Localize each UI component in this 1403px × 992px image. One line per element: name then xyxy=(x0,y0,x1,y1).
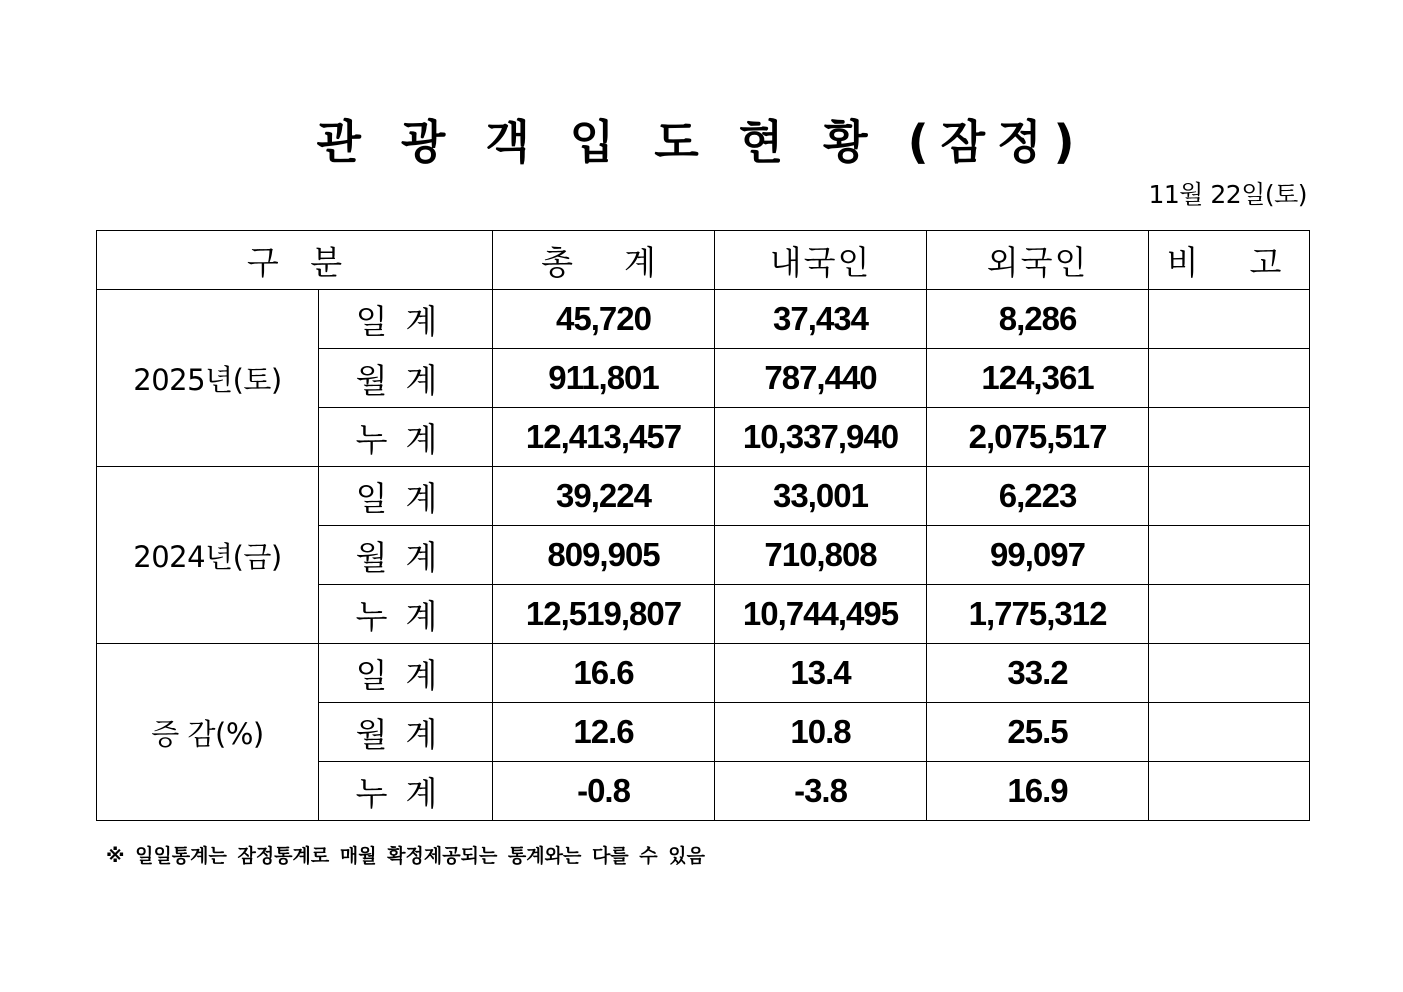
page-title: 관 광 객 입 도 현 황 (잠정) xyxy=(316,115,1087,169)
cell-remarks xyxy=(1149,762,1310,821)
row-label-daily: 일계 xyxy=(319,644,493,703)
row-label-monthly: 월계 xyxy=(319,349,493,408)
row-label-daily: 일계 xyxy=(319,290,493,349)
report-date: 11월 22일(토) xyxy=(1148,180,1307,209)
cell-foreign: 99,097 xyxy=(927,526,1149,585)
cell-domestic: 33,001 xyxy=(715,467,927,526)
row-label-cumulative: 누계 xyxy=(319,408,493,467)
cell-remarks xyxy=(1149,526,1310,585)
cell-domestic: 10,744,495 xyxy=(715,585,927,644)
header-domestic: 내국인 xyxy=(715,231,927,290)
cell-remarks xyxy=(1149,408,1310,467)
table-row xyxy=(97,290,1310,349)
cell-total: 12,413,457 xyxy=(493,408,715,467)
cell-foreign: 1,775,312 xyxy=(927,585,1149,644)
tourist-arrivals-table xyxy=(96,230,1310,821)
row-label-cumulative: 누계 xyxy=(319,762,493,821)
cell-foreign: 33.2 xyxy=(927,644,1149,703)
cell-remarks xyxy=(1149,290,1310,349)
header-total: 총 계 xyxy=(493,231,715,290)
group-label-change: 증 감(%) xyxy=(97,644,319,821)
cell-total: 45,720 xyxy=(493,290,715,349)
cell-foreign: 8,286 xyxy=(927,290,1149,349)
cell-foreign: 25.5 xyxy=(927,703,1149,762)
cell-domestic: -3.8 xyxy=(715,762,927,821)
cell-remarks xyxy=(1149,467,1310,526)
cell-foreign: 6,223 xyxy=(927,467,1149,526)
cell-domestic: 13.4 xyxy=(715,644,927,703)
cell-total: 12.6 xyxy=(493,703,715,762)
cell-remarks xyxy=(1149,349,1310,408)
cell-total: 16.6 xyxy=(493,644,715,703)
cell-total: 911,801 xyxy=(493,349,715,408)
cell-domestic: 10.8 xyxy=(715,703,927,762)
cell-foreign: 2,075,517 xyxy=(927,408,1149,467)
cell-remarks xyxy=(1149,644,1310,703)
table-row xyxy=(97,467,1310,526)
row-label-cumulative: 누계 xyxy=(319,585,493,644)
header-foreign: 외국인 xyxy=(927,231,1149,290)
cell-foreign: 16.9 xyxy=(927,762,1149,821)
cell-domestic: 787,440 xyxy=(715,349,927,408)
header-row xyxy=(97,231,1310,290)
cell-domestic: 37,434 xyxy=(715,290,927,349)
cell-total: 12,519,807 xyxy=(493,585,715,644)
row-label-daily: 일계 xyxy=(319,467,493,526)
cell-total: 39,224 xyxy=(493,467,715,526)
header-remarks: 비 고 xyxy=(1149,231,1310,290)
header-category: 구 분 xyxy=(97,231,493,290)
footnote: ※ 일일통계는 잠정통계로 매월 확정제공되는 통계와는 다를 수 있음 xyxy=(106,845,705,867)
row-label-monthly: 월계 xyxy=(319,703,493,762)
cell-total: -0.8 xyxy=(493,762,715,821)
group-label-2025: 2025년(토) xyxy=(97,290,319,467)
cell-domestic: 710,808 xyxy=(715,526,927,585)
table-row xyxy=(97,644,1310,703)
group-label-2024: 2024년(금) xyxy=(97,467,319,644)
row-label-monthly: 월계 xyxy=(319,526,493,585)
cell-total: 809,905 xyxy=(493,526,715,585)
cell-remarks xyxy=(1149,703,1310,762)
cell-domestic: 10,337,940 xyxy=(715,408,927,467)
cell-remarks xyxy=(1149,585,1310,644)
cell-foreign: 124,361 xyxy=(927,349,1149,408)
